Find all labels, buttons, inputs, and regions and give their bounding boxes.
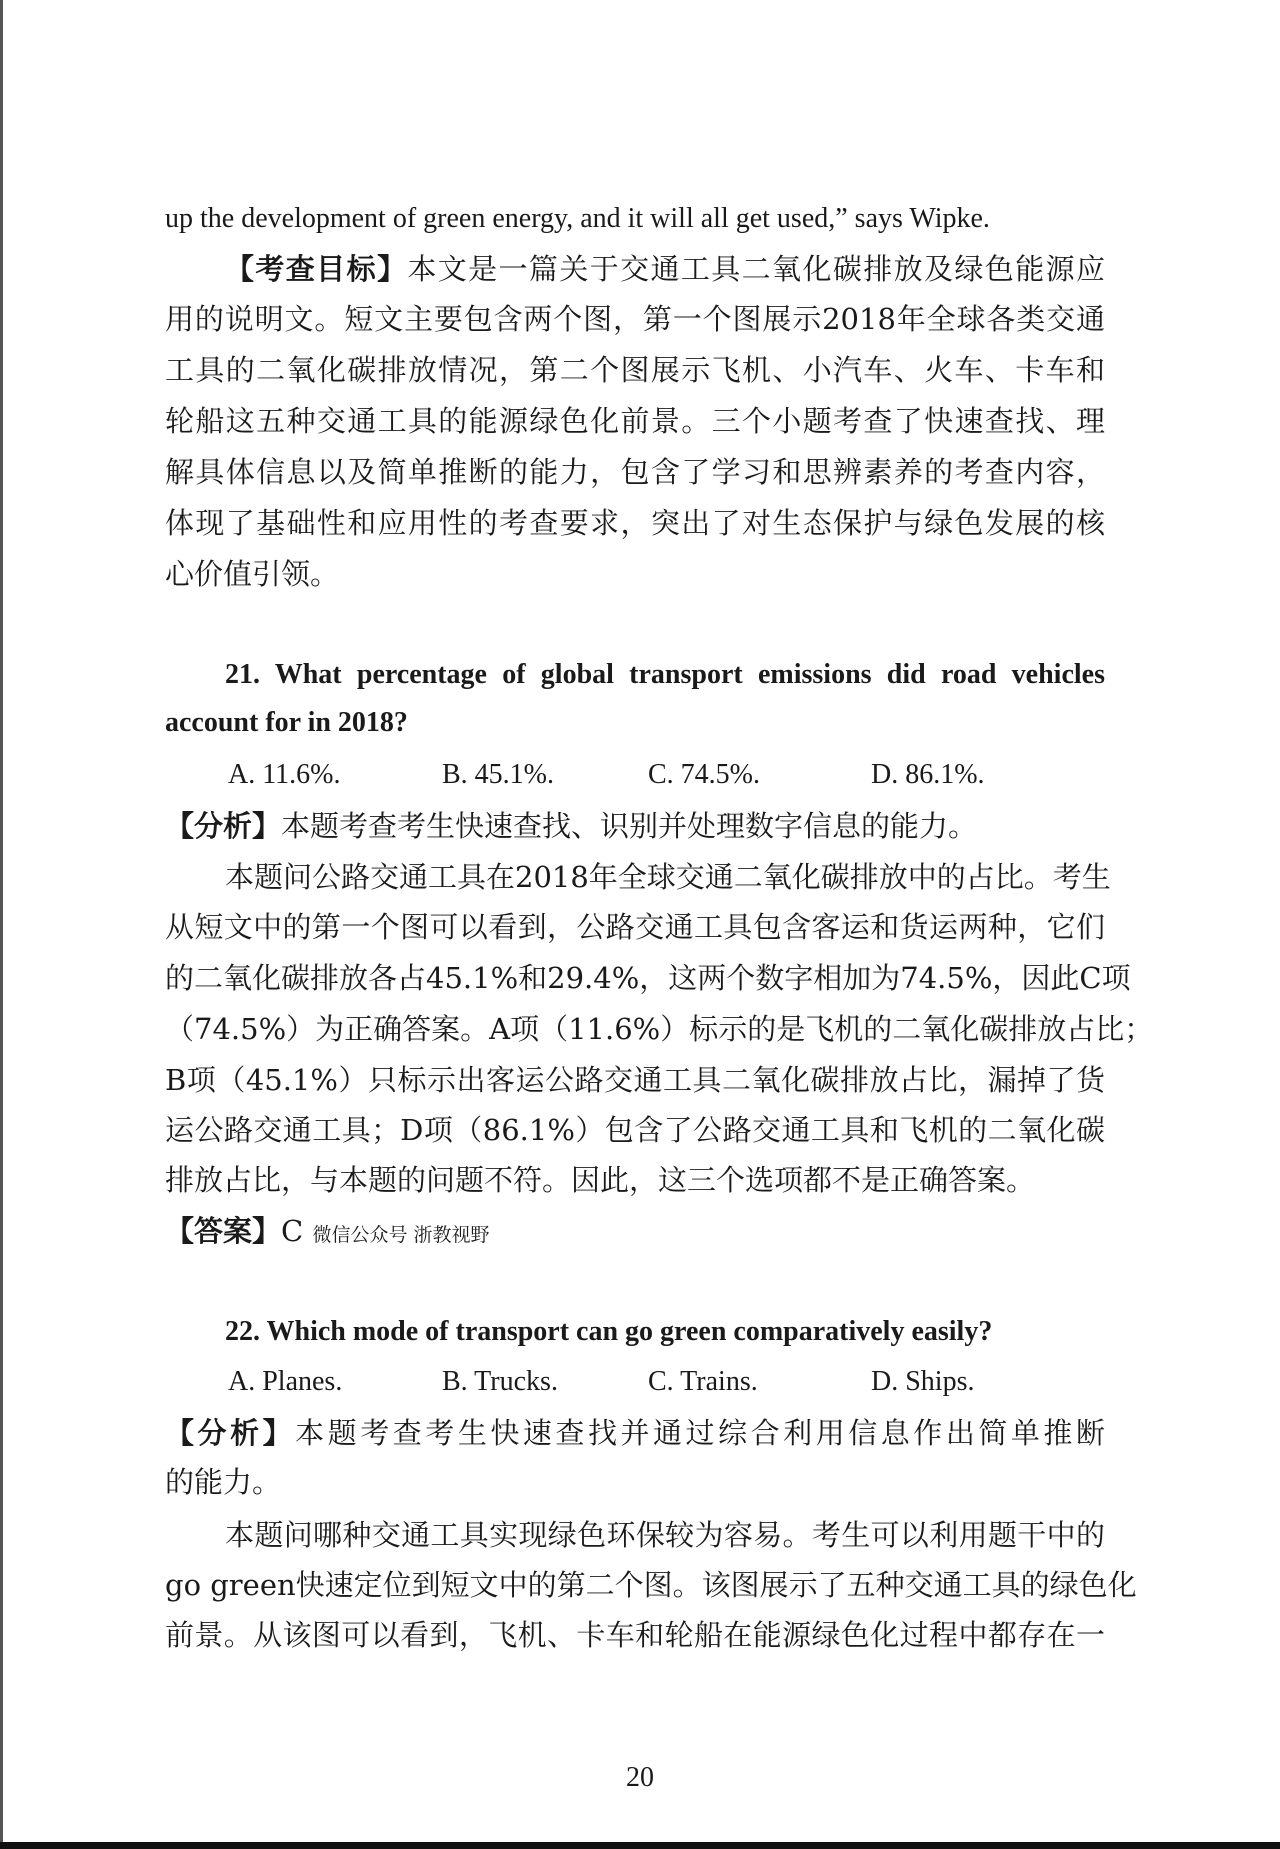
- q22-question: 22. Which mode of transport can go green comparatively easily?: [225, 1316, 993, 1347]
- q22-option-c: C. Trains.: [648, 1366, 758, 1397]
- scan-bottom-edge: [0, 1842, 1280, 1849]
- objective-line: 【考查目标】本文是一篇关于交通工具二氧化碳排放及绿色能源应: [225, 252, 1105, 286]
- objective-line: 工具的二氧化碳排放情况，第二个图展示飞机、小汽车、火车、卡车和: [165, 353, 1105, 387]
- q22-analysis: 的能力。: [165, 1465, 282, 1499]
- objective-line: 用的说明文。短文主要包含两个图，第一个图展示2018年全球各类交通: [165, 302, 1105, 336]
- page-number: 20: [626, 1762, 654, 1793]
- q21-explanation: 本题问公路交通工具在2018年全球交通二氧化碳排放中的占比。考生: [225, 860, 1111, 894]
- q21-option-a: A. 11.6%.: [228, 759, 341, 790]
- q21-explanation: 从短文中的第一个图可以看到，公路交通工具包含客运和货运两种，它们: [165, 910, 1105, 944]
- q22-option-a: A. Planes.: [228, 1366, 343, 1397]
- objective-line: 心价值引领。: [165, 557, 340, 591]
- q22-explanation: go green快速定位到短文中的第二个图。该图展示了五种交通工具的绿色化: [165, 1568, 1137, 1602]
- q21-question: 21. What percentage of global transport emissions did road vehicles: [225, 659, 1105, 690]
- q21-explanation: （74.5%）为正确答案。A项（11.6%）标示的是飞机的二氧化碳排放占比；: [165, 1012, 1154, 1046]
- q21-analysis: 【分析】本题考查考生快速查找、识别并处理数字信息的能力。: [165, 809, 978, 843]
- q21-question: account for in 2018?: [165, 707, 408, 738]
- scan-edge: [0, 0, 3, 1849]
- q21-option-d: D. 86.1%.: [871, 759, 985, 790]
- q22-explanation: 前景。从该图可以看到，飞机、卡车和轮船在能源绿色化过程中都存在一: [165, 1618, 1105, 1652]
- q21-explanation: B项（45.1%）只标示出客运公路交通工具二氧化碳排放占比，漏掉了货: [165, 1063, 1105, 1097]
- intro-tail: up the development of green energy, and it will all get used,” says Wipke.: [165, 203, 990, 234]
- q21-option-c: C. 74.5%.: [648, 759, 760, 790]
- objective-tag: 【考查目标】: [225, 252, 408, 286]
- objective-line: 体现了基础性和应用性的考查要求，突出了对生态保护与绿色发展的核: [165, 506, 1105, 540]
- q22-explanation: 本题问哪种交通工具实现绿色环保较为容易。考生可以利用题干中的: [225, 1518, 1105, 1552]
- q21-explanation: 的二氧化碳排放各占45.1%和29.4%，这两个数字相加为74.5%，因此C项: [165, 961, 1131, 995]
- q21-option-b: B. 45.1%.: [442, 759, 554, 790]
- objective-line: 解具体信息以及简单推断的能力，包含了学习和思辨素养的考查内容，: [165, 455, 1105, 489]
- watermark: 微信公众号 浙教视野: [312, 1224, 490, 1246]
- q22-option-b: B. Trucks.: [442, 1366, 558, 1397]
- objective-line: 轮船这五种交通工具的能源绿色化前景。三个小题考查了快速查找、理: [165, 404, 1105, 438]
- q21-answer: 【答案】C 微信公众号 浙教视野: [165, 1214, 490, 1248]
- q21-explanation: 运公路交通工具；D项（86.1%）包含了公路交通工具和飞机的二氧化碳: [165, 1113, 1105, 1147]
- q21-explanation: 排放占比，与本题的问题不符。因此，这三个选项都不是正确答案。: [165, 1163, 1036, 1197]
- q22-option-d: D. Ships.: [871, 1366, 975, 1397]
- q22-analysis: 【分析】本题考查考生快速查找并通过综合利用信息作出简单推断: [165, 1416, 1105, 1450]
